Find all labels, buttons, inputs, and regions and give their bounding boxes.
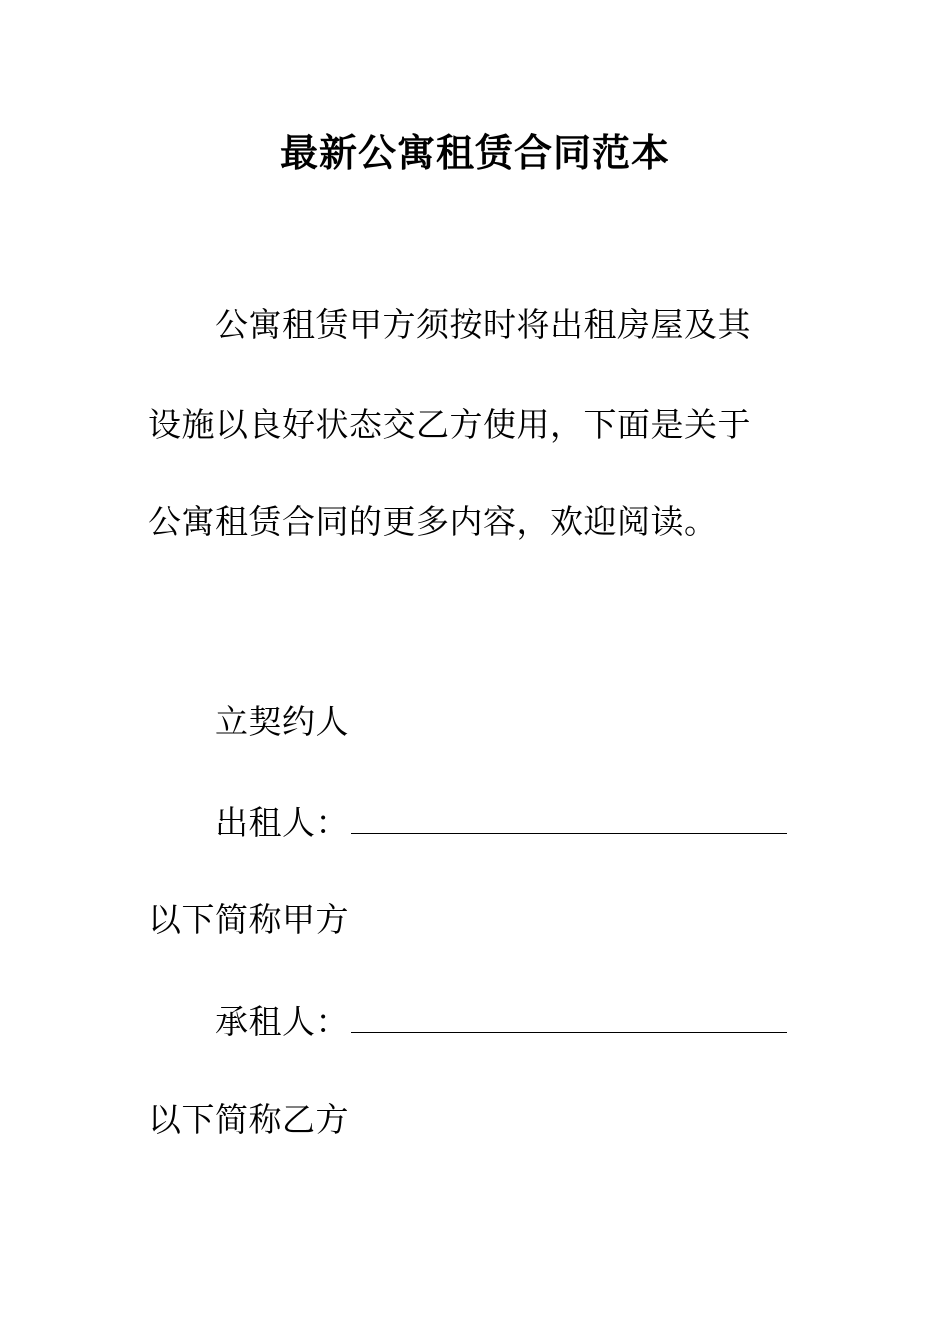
lessor-blank-field[interactable] — [351, 803, 787, 834]
lessor-alias: 以下简称甲方 — [148, 900, 349, 939]
lessor-label: 出租人： — [215, 803, 349, 842]
intro-line-3: 公寓租赁合同的更多内容，欢迎阅读。 — [148, 502, 718, 541]
lessor-row — [215, 801, 787, 845]
lessee-alias: 以下简称乙方 — [148, 1100, 349, 1139]
lessee-label: 承租人： — [215, 1002, 349, 1041]
lessee-blank-field[interactable] — [351, 1002, 787, 1033]
intro-line-2: 设施以良好状态交乙方使用，下面是关于 — [148, 405, 751, 444]
intro-line-1: 公寓租赁甲方须按时将出租房屋及其 — [215, 305, 751, 344]
lessee-row — [215, 1000, 787, 1044]
document-title: 最新公寓租赁合同范本 — [279, 130, 670, 175]
parties-heading: 立契约人 — [215, 702, 349, 741]
